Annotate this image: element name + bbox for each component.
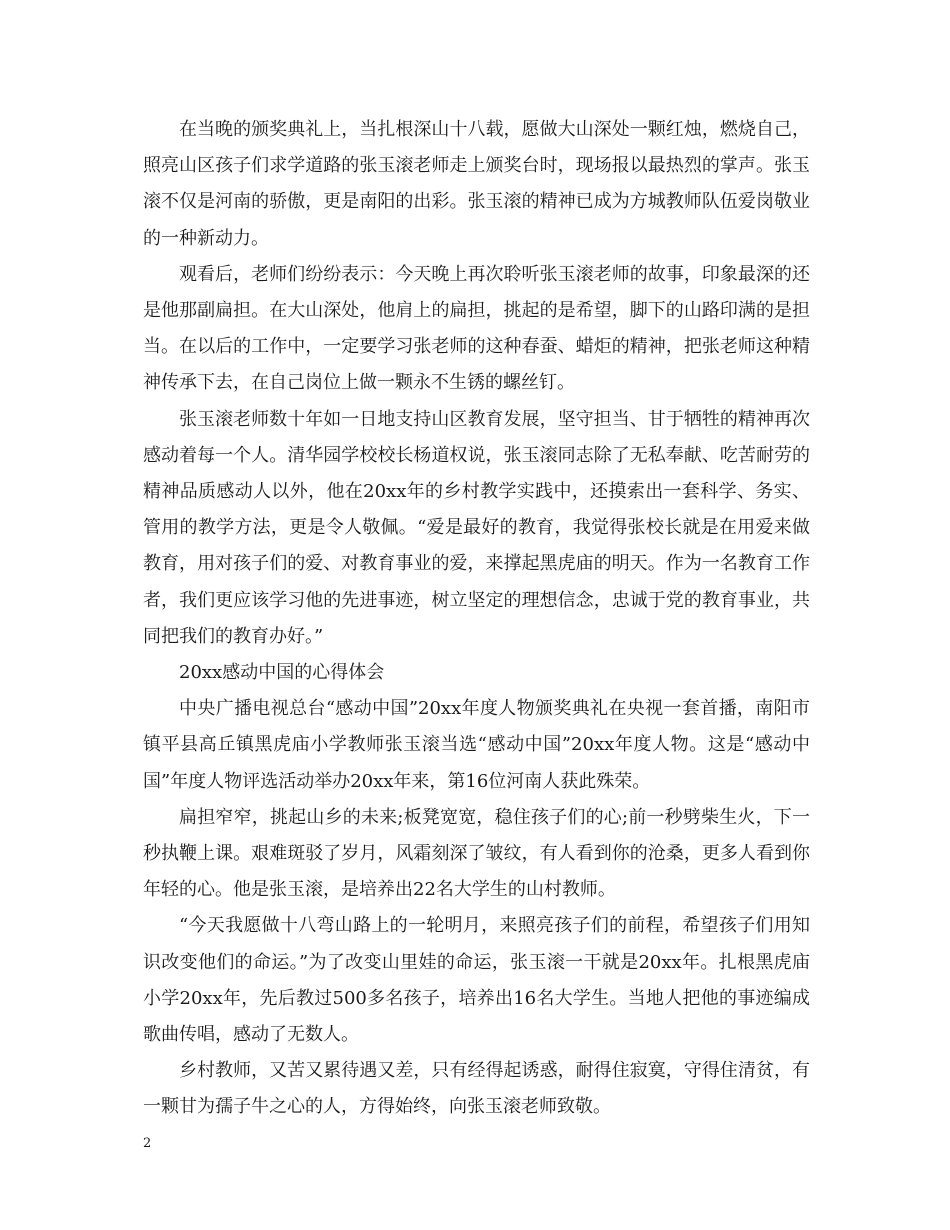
page-number: 2 [143, 1136, 152, 1151]
paragraph-ceremony: 在当晚的颁奖典礼上，当扎根深山十八载，愿做大山深处一颗红烛，燃烧自己，照亮山区孩子们求学道路的张玉滚老师走上颁奖台时，现场报以最热烈的掌声。张玉滚不仅是河南的骄傲，更是南阳的出彩。张玉滚的精神已成为方城教师队伍爱岗敬业的一种新动力。 [143, 119, 810, 249]
section-heading: 20xx感动中国的心得体会 [179, 662, 385, 684]
paragraph-tribute: 乡村教师，又苦又累待遇又差，只有经得起诱惑，耐得住寂寞，守得住清贫，有一颗甘为孺子牛之心的人，方得始终，向张玉滚老师致敬。 [143, 1060, 810, 1118]
paragraph-quote-moon: “今天我愿做十八弯山路上的一轮明月，来照亮孩子们的前程，希望孩子们用知识改变他们的命运。”为了改变山里娃的命运，张玉滚一干就是20xx年。扎根黑虎庙小学20xx年，先后教过500多名孩子，培养出16名大学生。当地人把他的事迹编成歌曲传唱，感动了无数人。 [143, 915, 810, 1046]
document-body [143, 112, 810, 1126]
paragraph-broadcast: 中央广播电视总台“感动中国”20xx年度人物颁奖典礼在央视一套首播，南阳市镇平县高丘镇黑虎庙小学教师张玉滚当选“感动中国”20xx年度人物。这是“感动中国”年度人物评选活动举办20xx年来，第16位河南人获此殊荣。 [143, 698, 810, 792]
paragraph-teachers-reaction: 观看后，老师们纷纷表示：今天晚上再次聆听张玉滚老师的故事，印象最深的还是他那副扁担。在大山深处，他肩上的扁担，挑起的是希望，脚下的山路印满的是担当。在以后的工作中，一定要学习张老师的这种春蚕、蜡炬的精神，把张老师这种精神传承下去，在自己岗位上做一颗永不生锈的螺丝钉。 [143, 263, 810, 394]
paragraph-award-citation: 扁担窄窄，挑起山乡的未来;板凳宽宽，稳住孩子们的心;前一秒劈柴生火，下一秒执鞭上课。艰难斑驳了岁月，风霜刻深了皱纹，有人看到你的沧桑，更多人看到你年轻的心。他是张玉滚，是培养出22名大学生的山村教师。 [143, 806, 810, 901]
paragraph-principal-quote: 张玉滚老师数十年如一日地支持山区教育发展，坚守担当、甘于牺牲的精神再次感动着每一个人。清华园学校校长杨道权说，张玉滚同志除了无私奉献、吃苦耐劳的精神品质感动人以外，他在20xx年的乡村教学实践中，还摸索出一套科学、务实、管用的教学方法，更是令人敬佩。“爱是最好的教育，我觉得张校长就是在用爱来做教育，用对孩子们的爱、对教育事业的爱，来撑起黑虎庙的明天。作为一名教育工作者，我们更应该学习他的先进事迹，树立坚定的理想信念，忠诚于党的教育事业，共同把我们的教育办好。” [143, 408, 810, 647]
